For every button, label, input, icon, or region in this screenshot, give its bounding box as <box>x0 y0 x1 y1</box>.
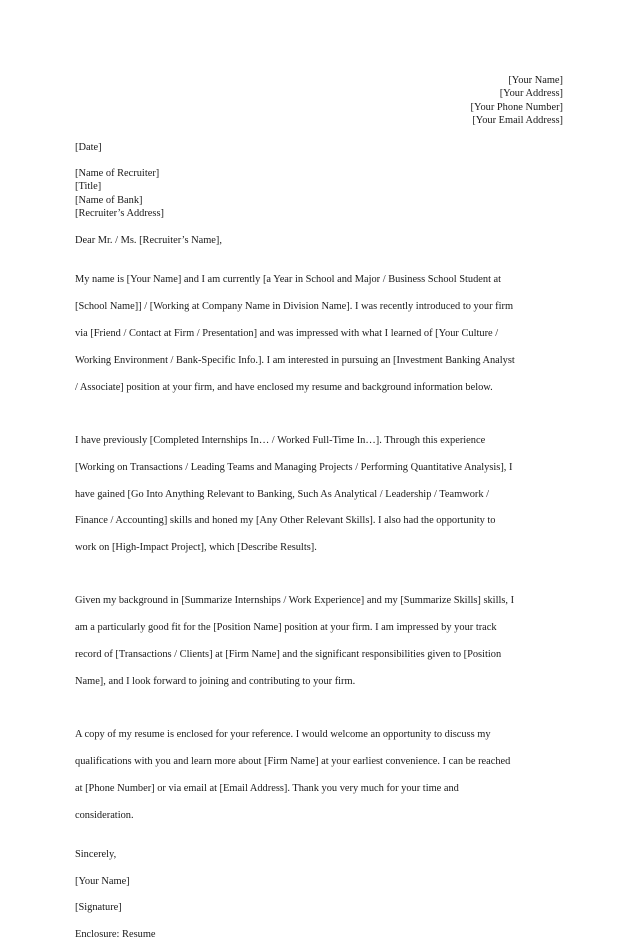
closing-name: [Your Name] <box>75 875 130 887</box>
paragraph-line: record of [Transactions / Clients] at [Firm Name] and the significant responsibilities given to [Position <box>75 649 502 661</box>
paragraph-line: [Working on Transactions / Leading Teams and Managing Projects / Performing Quantitative Analysis], I <box>75 461 513 473</box>
paragraph-line: Name], and I look forward to joining and contributing to your firm. <box>75 675 356 687</box>
enclosure-note: Enclosure: Resume <box>75 928 156 940</box>
paragraph-line: work on [High-Impact Project], which [Describe Results]. <box>75 542 317 554</box>
sender-address: [Your Address] <box>499 88 563 100</box>
paragraph-line: Finance / Accounting] skills and honed my [Any Other Relevant Skills]. I also had the opportunity to <box>75 515 496 527</box>
letter-page <box>75 74 567 941</box>
body-paragraph-4 <box>75 715 567 836</box>
recipient-bank: [Name of Bank] <box>75 194 143 206</box>
closing: Sincerely, <box>75 849 117 861</box>
body-paragraph-3 <box>75 581 567 702</box>
sender-phone: [Your Phone Number] <box>470 101 563 113</box>
recipient-title: [Title] <box>75 181 102 193</box>
paragraph-line: at [Phone Number] or via email at [Email Address]. Thank you very much for your time and <box>75 782 459 794</box>
paragraph-line: A copy of my resume is enclosed for your reference. I would welcome an opportunity to discuss my <box>75 729 491 741</box>
paragraph-line: via [Friend / Contact at Firm / Presentation] and was impressed with what I learned of [Your Culture / <box>75 328 499 340</box>
recipient-block <box>75 167 567 221</box>
recipient-name: [Name of Recruiter] <box>75 168 160 180</box>
signature: [Signature] <box>75 902 122 914</box>
body-paragraph-2 <box>75 421 567 568</box>
paragraph-line: [School Name]] / [Working at Company Name in Division Name]. I was recently introduced to your firm <box>75 301 514 313</box>
letter-date: [Date] <box>75 141 102 153</box>
paragraph-line: Given my background in [Summarize Internships / Work Experience] and my [Summarize Skills] skills, I <box>75 595 515 607</box>
paragraph-line: Working Environment / Bank-Specific Info.]. I am interested in pursuing an [Investment Banking Analyst <box>75 354 515 366</box>
paragraph-line: am a particularly good fit for the [Position Name] position at your firm. I am impressed by your track <box>75 622 497 634</box>
paragraph-line: My name is [Your Name] and I am currently [a Year in School and Major / Business School Student at <box>75 274 502 286</box>
sender-email: [Your Email Address] <box>472 115 563 127</box>
paragraph-line: qualifications with you and learn more about [Firm Name] at your earliest convenience. I can be reached <box>75 755 511 767</box>
salutation: Dear Mr. / Ms. [Recruiter’s Name], <box>75 234 222 246</box>
paragraph-line: consideration. <box>75 809 134 821</box>
paragraph-line: / Associate] position at your firm, and have enclosed my resume and background information below. <box>75 381 493 393</box>
body-paragraph-1 <box>75 260 567 407</box>
sender-name: [Your Name] <box>508 75 563 86</box>
sender-block <box>75 74 563 128</box>
paragraph-line: I have previously [Completed Internships In… / Worked Full-Time In…]. Through this experience <box>75 434 486 446</box>
paragraph-line: have gained [Go Into Anything Relevant to Banking, Such As Analytical / Leadership / Teamwork / <box>75 488 490 500</box>
recipient-address: [Recruiter’s Address] <box>75 208 164 220</box>
